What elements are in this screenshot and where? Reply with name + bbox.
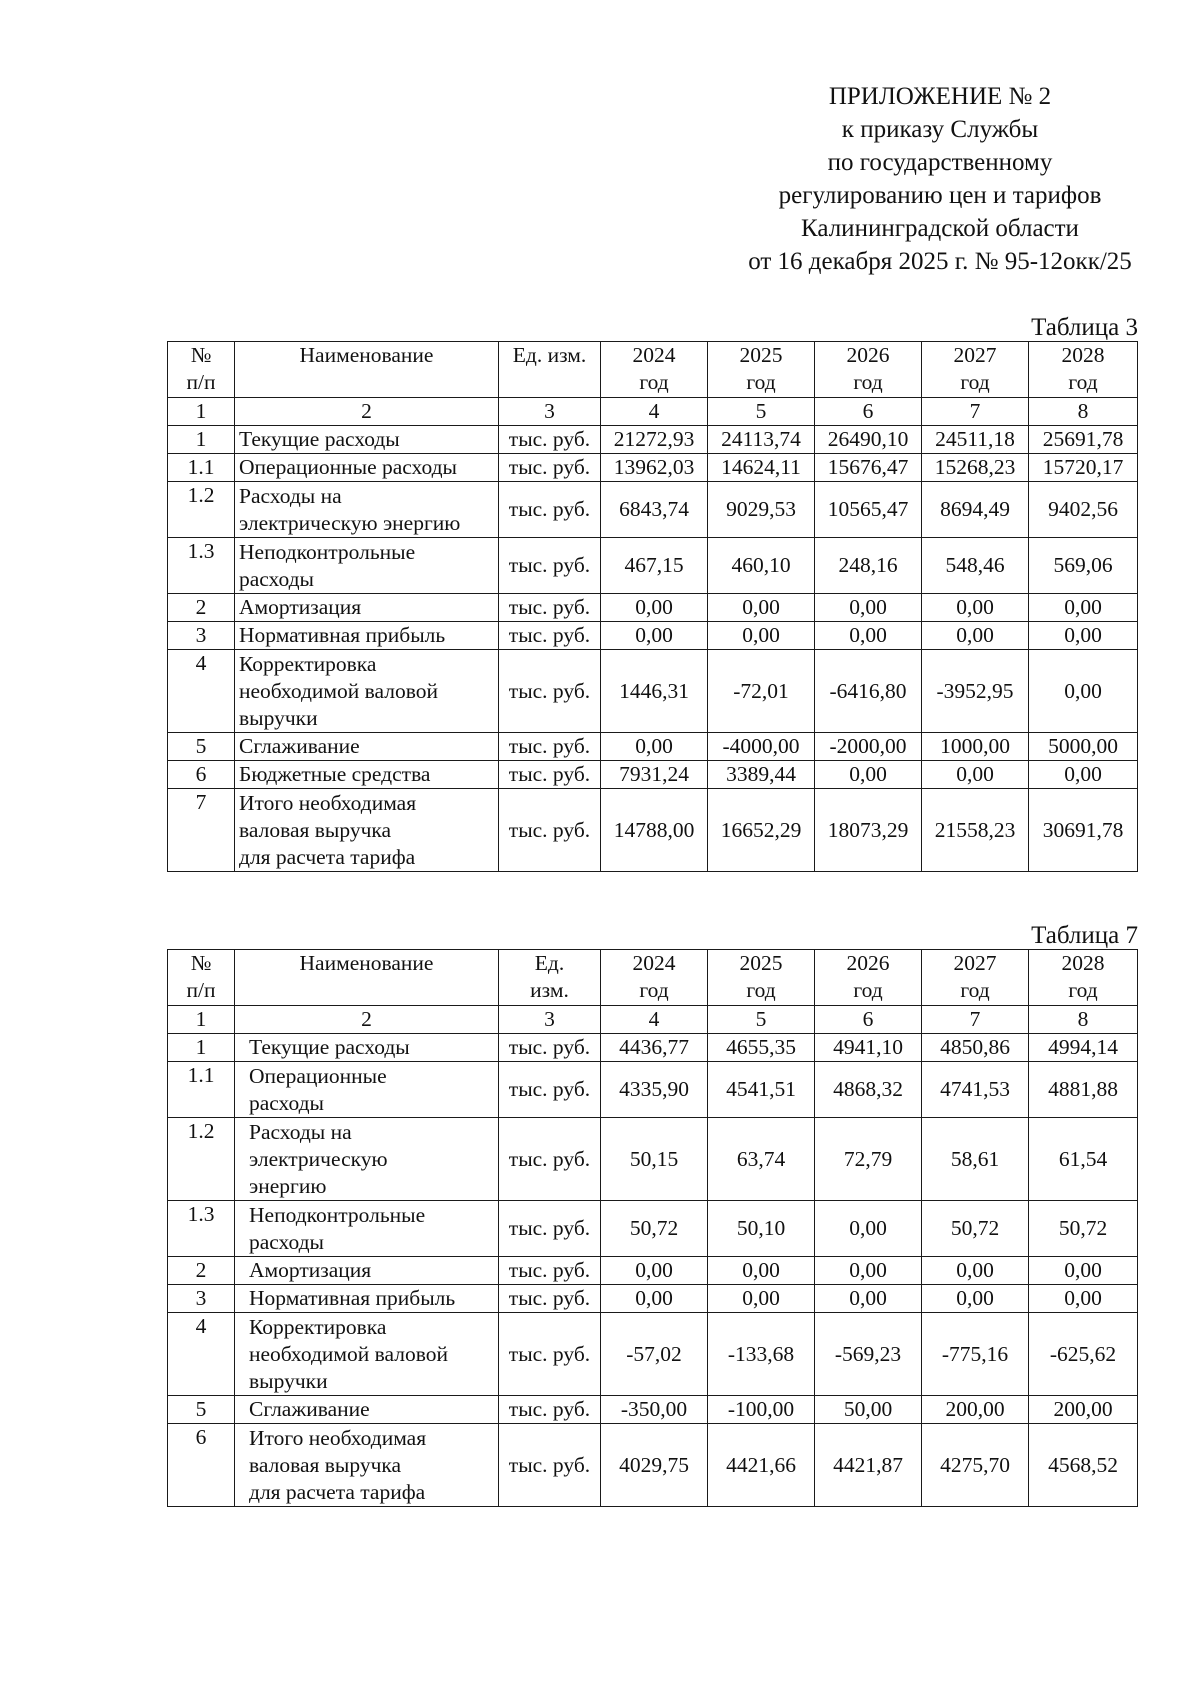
header-num-line: п/п <box>186 370 216 394</box>
row-unit: тыс. руб. <box>499 1118 601 1201</box>
document-header <box>690 80 1190 278</box>
header-year-line: год <box>1068 370 1098 394</box>
header-year-line: год <box>639 978 669 1002</box>
row-name <box>235 594 499 622</box>
row-value: 4850,86 <box>922 1034 1029 1062</box>
row-name-line: Корректировка <box>239 651 377 676</box>
row-name-line: Бюджетные средства <box>239 762 431 786</box>
row-value: 9029,53 <box>708 482 815 538</box>
row-value: 58,61 <box>922 1118 1029 1201</box>
table-row <box>168 1034 1138 1062</box>
row-name <box>235 1118 499 1201</box>
row-value: 0,00 <box>601 1257 708 1285</box>
row-value: 4568,52 <box>1029 1424 1138 1507</box>
row-value: 0,00 <box>601 594 708 622</box>
row-value: 548,46 <box>922 538 1029 594</box>
row-value: 4275,70 <box>922 1424 1029 1507</box>
row-name-line: Сглаживание <box>239 734 360 758</box>
row-value: 0,00 <box>601 622 708 650</box>
header-year-line: 2024 <box>632 343 676 367</box>
header-year-line: 2027 <box>953 951 997 975</box>
row-value: 0,00 <box>815 1201 922 1257</box>
row-name-line: Корректировка <box>249 1314 387 1339</box>
row-value: 1000,00 <box>922 733 1029 761</box>
row-number: 3 <box>168 622 235 650</box>
row-name-line: энергию <box>249 1173 327 1198</box>
header-year <box>1029 342 1138 398</box>
column-number: 8 <box>1029 398 1138 426</box>
row-value: 50,72 <box>922 1201 1029 1257</box>
row-value: 10565,47 <box>815 482 922 538</box>
row-value: 4541,51 <box>708 1062 815 1118</box>
table7 <box>167 949 1138 1507</box>
row-value: 15676,47 <box>815 454 922 482</box>
row-value: -4000,00 <box>708 733 815 761</box>
table3 <box>167 341 1138 872</box>
row-name-line: Амортизация <box>249 1258 372 1282</box>
table7-caption: Таблица 7 <box>1031 922 1138 949</box>
row-value: 3389,44 <box>708 761 815 789</box>
row-value: 4741,53 <box>922 1062 1029 1118</box>
column-number: 4 <box>601 1006 708 1034</box>
row-number: 5 <box>168 1396 235 1424</box>
row-name <box>235 733 499 761</box>
table3-caption: Таблица 3 <box>1031 314 1138 341</box>
row-number: 1.3 <box>168 538 235 594</box>
row-unit: тыс. руб. <box>499 454 601 482</box>
row-name <box>235 761 499 789</box>
row-value: 0,00 <box>708 1285 815 1313</box>
table-row <box>168 789 1138 872</box>
row-value: -569,23 <box>815 1313 922 1396</box>
header-unit-line: Ед. <box>534 951 565 975</box>
header-year <box>601 342 708 398</box>
row-name <box>235 1396 499 1424</box>
header-year-line: год <box>746 978 776 1002</box>
row-unit: тыс. руб. <box>499 761 601 789</box>
row-value: 0,00 <box>922 622 1029 650</box>
table-row <box>168 1396 1138 1424</box>
column-number: 7 <box>922 398 1029 426</box>
row-value: 0,00 <box>708 622 815 650</box>
header-year <box>815 950 922 1006</box>
row-number: 3 <box>168 1285 235 1313</box>
header-num <box>168 342 235 398</box>
row-value: -6416,80 <box>815 650 922 733</box>
table-row <box>168 1285 1138 1313</box>
row-number: 5 <box>168 733 235 761</box>
header-year-line: год <box>746 370 776 394</box>
header-line: от 16 декабря 2025 г. № 95-12окк/25 <box>748 248 1132 275</box>
column-number: 6 <box>815 398 922 426</box>
row-value: 0,00 <box>601 733 708 761</box>
row-name-line: Расходы на <box>239 483 342 508</box>
header-unit-line: Ед. изм. <box>512 343 587 367</box>
header-year-line: 2028 <box>1061 343 1105 367</box>
row-value: 14788,00 <box>601 789 708 872</box>
table-header-row <box>168 342 1138 398</box>
row-unit: тыс. руб. <box>499 1062 601 1118</box>
row-unit: тыс. руб. <box>499 650 601 733</box>
header-line: по государственному <box>827 149 1053 176</box>
header-year-line: год <box>960 370 990 394</box>
row-value: 4421,66 <box>708 1424 815 1507</box>
row-name-line: валовая выручка <box>239 817 392 842</box>
header-line: Калининградской области <box>801 215 1079 242</box>
row-name <box>235 426 499 454</box>
column-number: 2 <box>235 398 499 426</box>
row-name-line: для расчета тарифа <box>239 844 416 869</box>
row-value: 21272,93 <box>601 426 708 454</box>
row-number: 1.1 <box>168 1062 235 1118</box>
table-row <box>168 1201 1138 1257</box>
row-value: 4655,35 <box>708 1034 815 1062</box>
row-number: 6 <box>168 1424 235 1507</box>
header-year <box>922 950 1029 1006</box>
row-value: 0,00 <box>922 1285 1029 1313</box>
column-number: 7 <box>922 1006 1029 1034</box>
row-number: 7 <box>168 789 235 872</box>
column-number: 6 <box>815 1006 922 1034</box>
row-name <box>235 1257 499 1285</box>
row-value: -100,00 <box>708 1396 815 1424</box>
header-year-line: год <box>853 370 883 394</box>
row-value: 4335,90 <box>601 1062 708 1118</box>
table-row <box>168 1424 1138 1507</box>
table-row <box>168 1257 1138 1285</box>
table-row <box>168 454 1138 482</box>
row-name <box>235 1424 499 1507</box>
row-value: 4994,14 <box>1029 1034 1138 1062</box>
row-number: 1.3 <box>168 1201 235 1257</box>
row-unit: тыс. руб. <box>499 1034 601 1062</box>
row-value: 0,00 <box>1029 1257 1138 1285</box>
row-value: 0,00 <box>815 1285 922 1313</box>
row-value: 15268,23 <box>922 454 1029 482</box>
row-name <box>235 650 499 733</box>
row-unit: тыс. руб. <box>499 594 601 622</box>
header-year-line: 2028 <box>1061 951 1105 975</box>
header-year <box>922 342 1029 398</box>
row-value: 50,15 <box>601 1118 708 1201</box>
column-number: 2 <box>235 1006 499 1034</box>
row-value: 8694,49 <box>922 482 1029 538</box>
header-year-line: год <box>960 978 990 1002</box>
row-name-line: расходы <box>249 1090 324 1115</box>
row-number: 1 <box>168 426 235 454</box>
row-value: 16652,29 <box>708 789 815 872</box>
header-name: Наименование <box>235 950 499 1006</box>
row-value: 50,72 <box>601 1201 708 1257</box>
row-value: 4421,87 <box>815 1424 922 1507</box>
header-year-line: 2025 <box>739 951 783 975</box>
row-value: 5000,00 <box>1029 733 1138 761</box>
row-value: 21558,23 <box>922 789 1029 872</box>
column-number: 4 <box>601 398 708 426</box>
header-unit <box>499 342 601 398</box>
row-name-line: Итого необходимая <box>239 790 417 815</box>
row-number: 2 <box>168 1257 235 1285</box>
row-name-line: Нормативная прибыль <box>249 1286 456 1310</box>
row-value: 7931,24 <box>601 761 708 789</box>
row-name-line: Неподконтрольные <box>239 539 416 564</box>
table-row <box>168 1062 1138 1118</box>
row-value: 0,00 <box>1029 594 1138 622</box>
row-value: 6843,74 <box>601 482 708 538</box>
row-value: 0,00 <box>815 761 922 789</box>
row-value: 0,00 <box>1029 1285 1138 1313</box>
row-value: 0,00 <box>922 594 1029 622</box>
row-number: 4 <box>168 1313 235 1396</box>
header-year <box>601 950 708 1006</box>
row-value: -2000,00 <box>815 733 922 761</box>
row-value: 0,00 <box>601 1285 708 1313</box>
row-value: 460,10 <box>708 538 815 594</box>
row-name-line: необходимой валовой <box>239 678 439 703</box>
header-unit <box>499 950 601 1006</box>
row-value: -775,16 <box>922 1313 1029 1396</box>
table-row <box>168 538 1138 594</box>
row-value: 4941,10 <box>815 1034 922 1062</box>
header-year <box>708 950 815 1006</box>
row-unit: тыс. руб. <box>499 1285 601 1313</box>
row-value: 9402,56 <box>1029 482 1138 538</box>
row-name-line: Неподконтрольные <box>249 1202 426 1227</box>
row-value: 1446,31 <box>601 650 708 733</box>
header-num-line: № <box>190 343 212 367</box>
row-unit: тыс. руб. <box>499 1396 601 1424</box>
table-header-row <box>168 950 1138 1006</box>
row-name-line: валовая выручка <box>249 1452 402 1477</box>
row-value: 200,00 <box>1029 1396 1138 1424</box>
row-value: 13962,03 <box>601 454 708 482</box>
row-value: 467,15 <box>601 538 708 594</box>
row-value: 25691,78 <box>1029 426 1138 454</box>
row-value: 15720,17 <box>1029 454 1138 482</box>
header-year-line: 2026 <box>846 343 890 367</box>
table-row <box>168 622 1138 650</box>
row-name-line: Текущие расходы <box>239 427 400 451</box>
row-value: 24511,18 <box>922 426 1029 454</box>
row-value: 4029,75 <box>601 1424 708 1507</box>
row-unit: тыс. руб. <box>499 733 601 761</box>
header-year-line: 2027 <box>953 343 997 367</box>
row-name <box>235 1313 499 1396</box>
header-name: Наименование <box>235 342 499 398</box>
row-value: 0,00 <box>708 1257 815 1285</box>
row-name-line: Сглаживание <box>249 1397 370 1421</box>
row-unit: тыс. руб. <box>499 482 601 538</box>
column-number: 1 <box>168 398 235 426</box>
table-row <box>168 1313 1138 1396</box>
column-number: 5 <box>708 398 815 426</box>
row-value: 0,00 <box>1029 761 1138 789</box>
row-name <box>235 622 499 650</box>
row-value: 4868,32 <box>815 1062 922 1118</box>
header-line: регулированию цен и тарифов <box>778 182 1102 209</box>
row-name-line: расходы <box>239 566 314 591</box>
row-unit: тыс. руб. <box>499 426 601 454</box>
row-value: 50,00 <box>815 1396 922 1424</box>
row-unit: тыс. руб. <box>499 622 601 650</box>
row-value: 0,00 <box>815 1257 922 1285</box>
row-value: 0,00 <box>708 594 815 622</box>
header-year-line: 2024 <box>632 951 676 975</box>
row-unit: тыс. руб. <box>499 1201 601 1257</box>
row-value: 0,00 <box>1029 622 1138 650</box>
row-name <box>235 1201 499 1257</box>
header-unit-line: изм. <box>530 978 569 1002</box>
row-unit: тыс. руб. <box>499 1257 601 1285</box>
header-year <box>1029 950 1138 1006</box>
row-value: 0,00 <box>815 594 922 622</box>
row-name <box>235 1285 499 1313</box>
table-row <box>168 426 1138 454</box>
table-row <box>168 482 1138 538</box>
header-num-line: № <box>190 951 212 975</box>
header-year-line: год <box>1068 978 1098 1002</box>
row-value: 248,16 <box>815 538 922 594</box>
row-name-line: Расходы на <box>249 1119 352 1144</box>
row-name-line: выручки <box>249 1368 328 1393</box>
header-year-line: 2026 <box>846 951 890 975</box>
header-year <box>815 342 922 398</box>
column-number: 3 <box>499 398 601 426</box>
row-name-line: Операционные <box>249 1063 387 1088</box>
row-name-line: Амортизация <box>239 595 362 619</box>
row-name-line: Операционные расходы <box>239 455 458 479</box>
table-row <box>168 594 1138 622</box>
table-row <box>168 733 1138 761</box>
row-number: 1 <box>168 1034 235 1062</box>
row-unit: тыс. руб. <box>499 789 601 872</box>
header-num-line: п/п <box>186 978 216 1002</box>
row-name-line: электрическую энергию <box>239 510 461 535</box>
row-value: 24113,74 <box>708 426 815 454</box>
row-value: 26490,10 <box>815 426 922 454</box>
row-name-line: Текущие расходы <box>249 1035 410 1059</box>
row-value: 63,74 <box>708 1118 815 1201</box>
row-number: 2 <box>168 594 235 622</box>
row-value: 50,10 <box>708 1201 815 1257</box>
header-year-line: год <box>853 978 883 1002</box>
header-year-line: год <box>639 370 669 394</box>
row-name <box>235 789 499 872</box>
column-number-row <box>168 1006 1138 1034</box>
row-number: 1.1 <box>168 454 235 482</box>
row-value: 200,00 <box>922 1396 1029 1424</box>
row-number: 6 <box>168 761 235 789</box>
row-unit: тыс. руб. <box>499 1424 601 1507</box>
row-name <box>235 454 499 482</box>
row-value: -72,01 <box>708 650 815 733</box>
row-value: 61,54 <box>1029 1118 1138 1201</box>
row-value: 30691,78 <box>1029 789 1138 872</box>
row-number: 1.2 <box>168 1118 235 1201</box>
row-number: 4 <box>168 650 235 733</box>
column-number: 8 <box>1029 1006 1138 1034</box>
header-line: к приказу Службы <box>841 116 1039 143</box>
row-name <box>235 1062 499 1118</box>
column-number: 5 <box>708 1006 815 1034</box>
row-value: 14624,11 <box>708 454 815 482</box>
table-row <box>168 650 1138 733</box>
row-value: 72,79 <box>815 1118 922 1201</box>
header-year <box>708 342 815 398</box>
row-value: 0,00 <box>922 1257 1029 1285</box>
row-name-line: Итого необходимая <box>249 1425 427 1450</box>
row-name <box>235 482 499 538</box>
row-value: 18073,29 <box>815 789 922 872</box>
column-number: 3 <box>499 1006 601 1034</box>
row-value: -3952,95 <box>922 650 1029 733</box>
table-row <box>168 1118 1138 1201</box>
row-name-line: расходы <box>249 1229 324 1254</box>
row-value: 50,72 <box>1029 1201 1138 1257</box>
table-row <box>168 761 1138 789</box>
row-name-line: Нормативная прибыль <box>239 623 446 647</box>
row-number: 1.2 <box>168 482 235 538</box>
column-number-row <box>168 398 1138 426</box>
row-value: 0,00 <box>1029 650 1138 733</box>
row-name-line: электрическую <box>249 1146 388 1171</box>
row-name <box>235 538 499 594</box>
row-value: 569,06 <box>1029 538 1138 594</box>
row-name-line: выручки <box>239 705 318 730</box>
row-name <box>235 1034 499 1062</box>
row-value: -133,68 <box>708 1313 815 1396</box>
row-value: 4881,88 <box>1029 1062 1138 1118</box>
row-unit: тыс. руб. <box>499 538 601 594</box>
column-number: 1 <box>168 1006 235 1034</box>
row-value: -57,02 <box>601 1313 708 1396</box>
row-name-line: для расчета тарифа <box>249 1479 426 1504</box>
row-value: 4436,77 <box>601 1034 708 1062</box>
row-value: 0,00 <box>922 761 1029 789</box>
header-num <box>168 950 235 1006</box>
header-year-line: 2025 <box>739 343 783 367</box>
row-unit: тыс. руб. <box>499 1313 601 1396</box>
row-name-line: необходимой валовой <box>249 1341 449 1366</box>
row-value: -625,62 <box>1029 1313 1138 1396</box>
header-line: ПРИЛОЖЕНИЕ № 2 <box>828 83 1052 110</box>
row-value: -350,00 <box>601 1396 708 1424</box>
row-value: 0,00 <box>815 622 922 650</box>
